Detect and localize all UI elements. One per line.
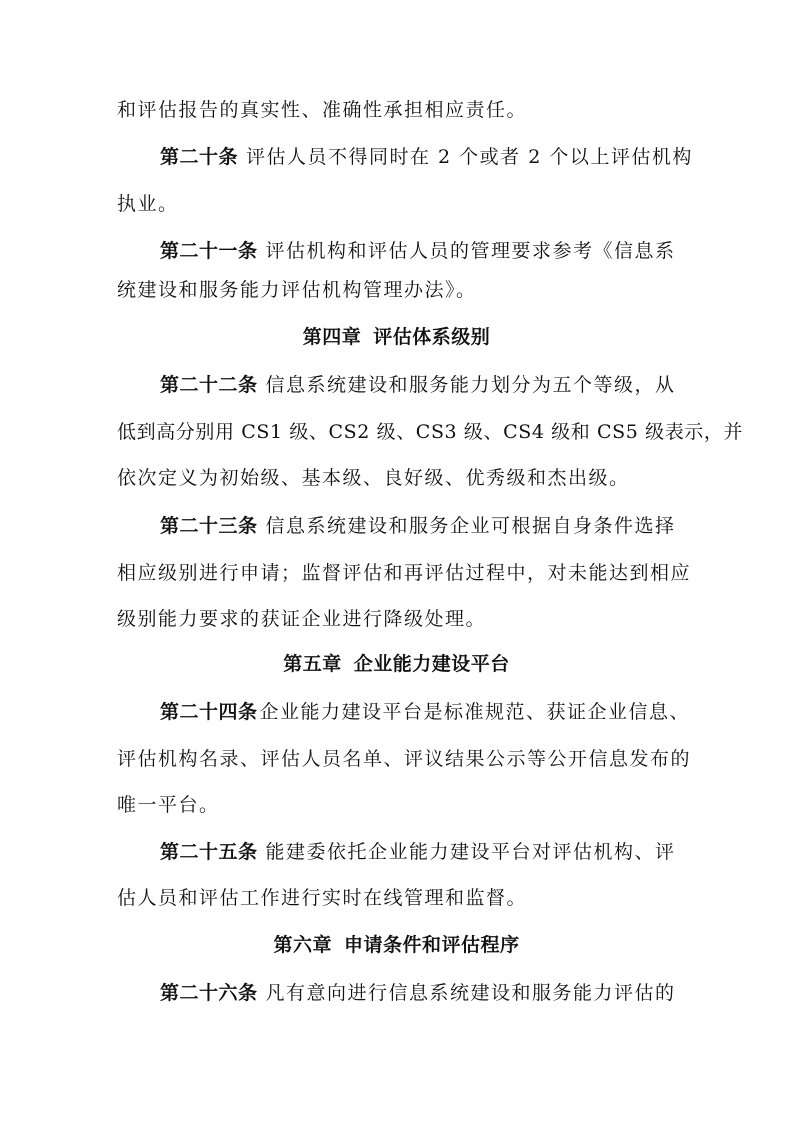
chapter-title: 企业能力建设平台 (353, 653, 510, 675)
article-21 (160, 239, 677, 263)
paragraph-line: 评估机构名录、评估人员名单、评议结果公示等公开信息发布的 (117, 748, 692, 770)
paragraph-line: 唯一平台。 (117, 794, 220, 816)
chapter-heading-5 (0, 652, 793, 676)
article-text: 凡有意向进行信息系统建设和服务能力评估的 (265, 982, 676, 1004)
chapter-number: 第六章 (273, 934, 332, 956)
paragraph-line: 估人员和评估工作进行实时在线管理和监督。 (117, 887, 528, 909)
article-text: 信息系统建设和服务企业可根据自身条件选择 (265, 515, 676, 537)
chapter-title: 评估体系级别 (373, 326, 491, 348)
paragraph-line: 执业。 (117, 193, 179, 215)
article-label: 第二十条 (160, 146, 239, 168)
article-25 (160, 840, 677, 864)
chapter-number: 第四章 (302, 326, 362, 348)
article-text: 企业能力建设平台是标准规范、获证企业信息、 (259, 701, 691, 723)
article-text: 能建委依托企业能力建设平台对评估机构、评 (265, 841, 676, 863)
article-label: 第二十四条 (160, 701, 258, 723)
article-label: 第二十二条 (160, 374, 258, 396)
article-text: 评估人员不得同时在 2 个或者 2 个以上评估机构 (246, 146, 693, 168)
article-text: 信息系统建设和服务能力划分为五个等级，从 (265, 374, 676, 396)
article-22 (160, 373, 677, 397)
article-label: 第二十五条 (160, 841, 258, 863)
paragraph-line: 低到高分别用 CS1 级、CS2 级、CS3 级、CS4 级和 CS5 级表示，并 (117, 421, 744, 443)
paragraph-line: 级别能力要求的获证企业进行降级处理。 (117, 608, 487, 630)
article-label: 第二十三条 (160, 515, 258, 537)
chapter-number: 第五章 (283, 653, 342, 675)
chapter-heading-6 (0, 933, 793, 957)
paragraph-line: 相应级别进行申请；监督评估和再评估过程中，对未能达到相应 (117, 562, 692, 584)
article-23 (160, 514, 677, 538)
article-24 (160, 700, 691, 724)
article-26 (160, 981, 677, 1005)
article-label: 第二十六条 (160, 982, 258, 1004)
paragraph-line: 统建设和服务能力评估机构管理办法》。 (117, 279, 477, 301)
paragraph-line: 和评估报告的真实性、准确性承担相应责任。 (117, 99, 528, 121)
chapter-title: 申请条件和评估程序 (344, 934, 520, 956)
article-label: 第二十一条 (160, 240, 258, 262)
chapter-heading-4 (0, 325, 793, 349)
article-20 (160, 145, 693, 169)
paragraph-line: 依次定义为初始级、基本级、良好级、优秀级和杰出级。 (117, 467, 630, 489)
article-text: 评估机构和评估人员的管理要求参考《信息系 (265, 240, 676, 262)
